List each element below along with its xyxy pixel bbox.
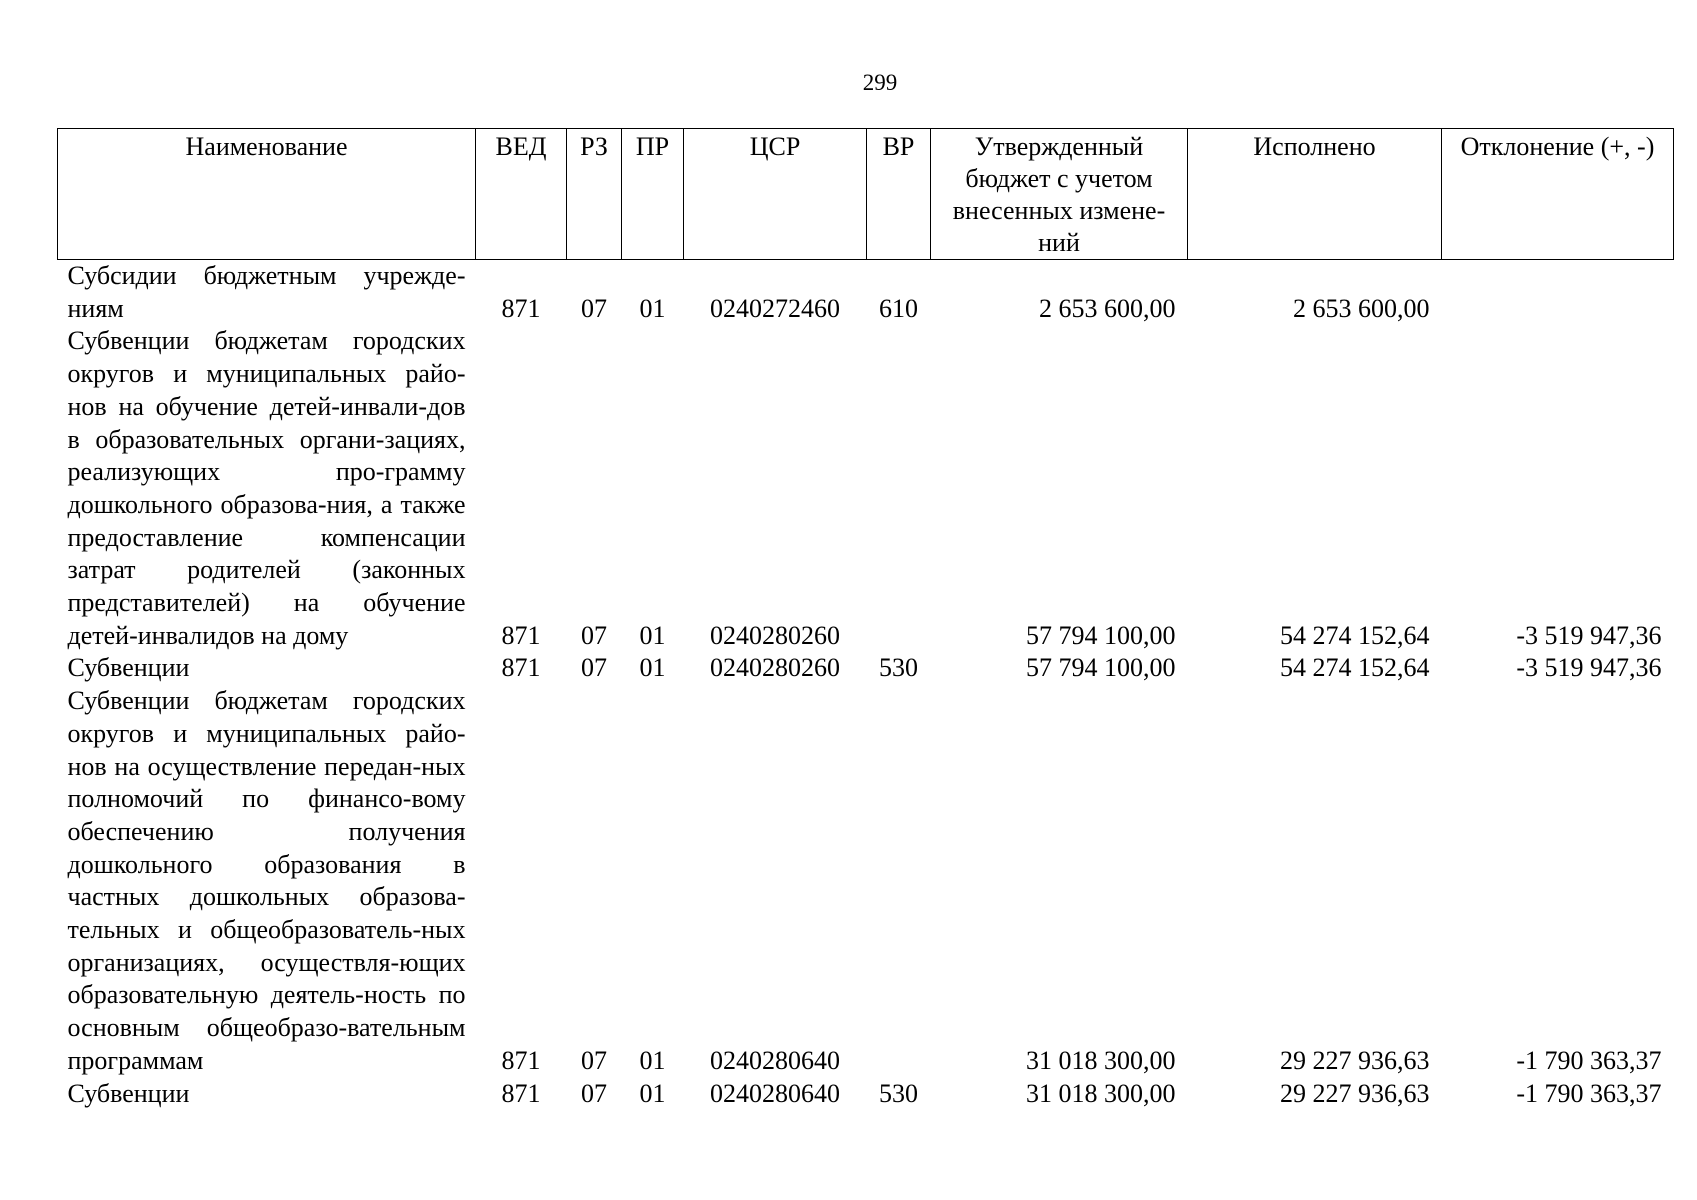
row-pr: 01 xyxy=(639,1045,666,1075)
table-header xyxy=(58,129,1674,260)
page-number: 299 xyxy=(862,70,898,95)
row-ved: 871 xyxy=(501,620,541,650)
row-executed: 29 227 936,63 xyxy=(1280,1078,1430,1108)
table-row xyxy=(58,325,1674,652)
table-row xyxy=(58,260,1674,326)
header-vr: ВР xyxy=(867,129,931,260)
row-approved-budget: 57 794 100,00 xyxy=(1026,620,1176,650)
row-name: Субвенции бюджетам городских округов и муниципальных райо-нов на обучение детей-инвали-дов в образовательных органи-зациях, реализующих про-грамму дошкольного образова-ния, а также предоставление компенсации затрат родителей (законных представителей) на обучение детей-инвалидов на дому xyxy=(67,326,466,650)
header-executed: Исполнено xyxy=(1188,129,1442,260)
row-csr: 0240272460 xyxy=(710,293,840,323)
row-name: Субвенции xyxy=(67,1078,190,1108)
row-csr: 0240280260 xyxy=(710,620,840,650)
row-vr xyxy=(867,685,931,1077)
row-executed: 54 274 152,64 xyxy=(1280,620,1430,650)
row-ved: 871 xyxy=(501,653,541,683)
row-rz: 07 xyxy=(581,293,607,323)
row-deviation: -3 519 947,36 xyxy=(1516,620,1662,650)
header-deviation: Отклонение (+, -) xyxy=(1442,129,1674,260)
row-ved: 871 xyxy=(501,1078,541,1108)
header-name: Наименование xyxy=(58,129,476,260)
table-body xyxy=(58,260,1674,1111)
row-rz: 07 xyxy=(581,1045,607,1075)
header-ved: ВЕД xyxy=(476,129,567,260)
row-pr: 01 xyxy=(639,1078,666,1108)
row-deviation xyxy=(1442,260,1674,326)
row-approved-budget: 31 018 300,00 xyxy=(1026,1078,1176,1108)
row-deviation: -1 790 363,37 xyxy=(1516,1045,1662,1075)
table-row xyxy=(58,685,1674,1077)
row-pr: 01 xyxy=(639,620,666,650)
row-rz: 07 xyxy=(581,620,607,650)
budget-execution-table xyxy=(57,128,1674,1110)
row-executed: 54 274 152,64 xyxy=(1280,653,1430,683)
row-vr: 530 xyxy=(879,1078,918,1108)
row-deviation: -3 519 947,36 xyxy=(1516,653,1662,683)
row-rz: 07 xyxy=(581,653,607,683)
row-csr: 0240280640 xyxy=(710,1045,840,1075)
table-row xyxy=(58,652,1674,685)
row-rz: 07 xyxy=(581,1078,607,1108)
row-vr: 530 xyxy=(879,653,918,683)
header-csr: ЦСР xyxy=(684,129,867,260)
row-vr xyxy=(867,325,931,652)
row-csr: 0240280640 xyxy=(710,1078,840,1108)
table-row xyxy=(58,1078,1674,1111)
header-approved-budget: Утвержденный бюджет с учетом внесенных измене-ний xyxy=(931,129,1188,260)
row-pr: 01 xyxy=(639,293,666,323)
row-deviation: -1 790 363,37 xyxy=(1516,1078,1662,1108)
row-pr: 01 xyxy=(639,653,666,683)
row-vr: 610 xyxy=(879,293,918,323)
row-ved: 871 xyxy=(501,1045,541,1075)
row-approved-budget: 31 018 300,00 xyxy=(1026,1045,1176,1075)
row-name: Субвенции xyxy=(67,653,190,683)
row-name: Субсидии бюджетным учрежде-ниям xyxy=(67,261,466,323)
row-approved-budget: 57 794 100,00 xyxy=(1026,653,1176,683)
row-approved-budget: 2 653 600,00 xyxy=(1039,293,1176,323)
row-name: Субвенции бюджетам городских округов и муниципальных райо-нов на осуществление передан-ных полномочий по финансо-вому обеспечению получения дошкольного образования в частных дошкольных образова-тельных и общеобразователь-ных организациях, осуществля-ющих образовательную деятель-ность по основным общеобразо-вательным программам xyxy=(67,686,466,1075)
row-executed: 2 653 600,00 xyxy=(1293,293,1430,323)
header-pr: ПР xyxy=(622,129,684,260)
row-ved: 871 xyxy=(501,293,541,323)
row-executed: 29 227 936,63 xyxy=(1280,1045,1430,1075)
row-csr: 0240280260 xyxy=(710,653,840,683)
header-rz: РЗ xyxy=(567,129,622,260)
